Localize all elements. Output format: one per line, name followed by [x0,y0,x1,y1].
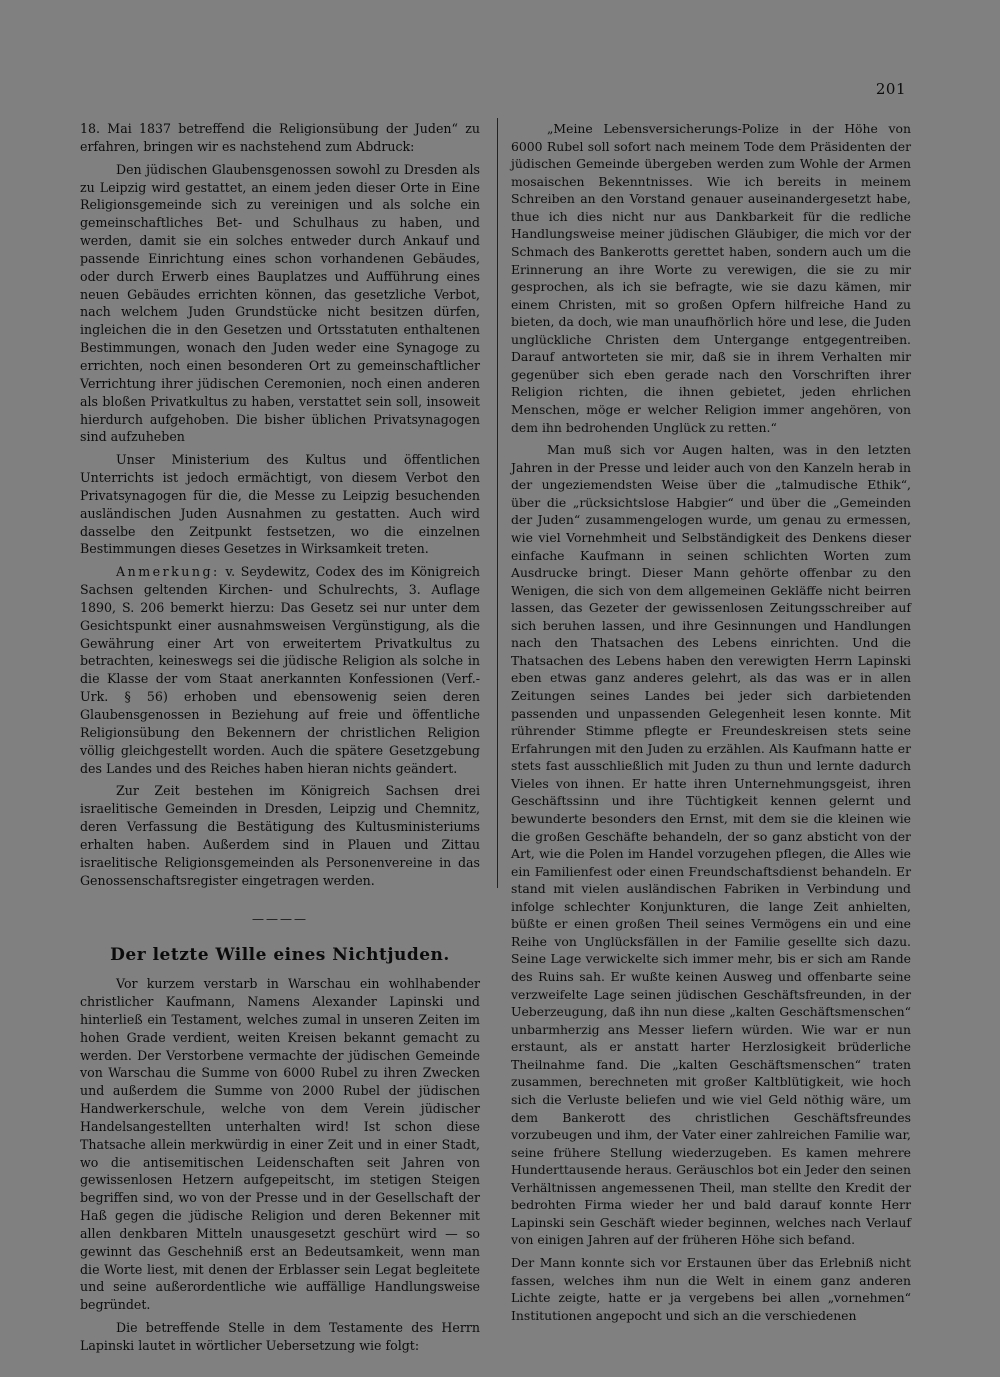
annotation-label: Anmerkung: [116,564,220,580]
left-column [80,120,480,1355]
annotation-text: v. Seydewitz, Codex des im Königreich Sachsen geltenden Kirchen- und Schulrechts, 3. Auflage 1890, S. 206 bemerkt hierzu: Das Gesetz sei nur unter dem Gesichtspunkt einer ausnahmsweisen Vergünstigung, als die Gewährung einer Art von erweitertem Privatkultus zu betrachten, keineswegs sei die jüdische Religion als solche in die Klasse der vom Staat anerkannten Konfessionen (Verf.-Urk. § 56) erhoben und ebensowenig seien deren Glaubensgenossen in Beziehung auf freie und öffentliche Religionsübung den Bekennern der christlichen Religion völlig gleichgestellt worden. Auch die spätere Gesetzgebung des Landes und des Reiches haben hieran nichts geändert. [80,564,480,776]
article-paragraph-2: Die betreffende Stelle in dem Testamente des Herrn Lapinski lautet in wörtlicher Uebersetzung wie folgt: [80,1320,480,1353]
right-column [511,120,911,1324]
testament-quote: „Meine Lebensversicherungs-Polize in der Höhe von 6000 Rubel soll sofort nach meinem Tode dem Präsidenten der jüdischen Gemeinde übergeben werden zum Wohle der Armen mosaischen Bekenntnisses. Wie ich bereits in meinem Schreiben an den Vorstand genauer auseinandergesetzt habe, thue ich dies nicht nur aus Dankbarkeit für die redliche Handlungsweise meiner jüdischen Gläubiger, die mich vor der Schmach des Bankerotts gerettet haben, sondern auch um die Erinnerung an ihre Worte zu verewigen, die sie zu mir gesprochen, als ich sie befragte, wie sie dazu kämen, mir einem Christen, mit so großen Opfern hilfreiche Hand zu bieten, da doch, wie man unaufhörlich höre und lese, die Juden unglückliche Christen dem Untergange entgegentreiben. Darauf antworteten sie mir, daß sie in ihrem Verhalten mir gegenüber sich eben gerade nach den Vorschriften ihrer Religion richten, die ihnen gebietet, jeden ehrlichen Menschen, möge er welcher Religion immer angehören, von dem ihn bedrohenden Unglück zu retten.“ [511,121,911,435]
page-number: 201 [875,80,906,98]
article-paragraph-1: Vor kurzem verstarb in Warschau ein wohlhabender christlicher Kaufmann, Namens Alexander Lapinski und hinterließ ein Testament, welches zumal in unseren Zeiten im hohen Grade verdient, weiten Kreisen bekannt gemacht zu werden. Der Verstorbene vermachte der jüdischen Gemeinde von Warschau die Summe von 6000 Rubel zu ihren Zwecken und außerdem die Summe von 2000 Rubel der jüdischen Handwerkerschule, welche von dem Verein jüdischer Handelsangestellten unterhalten wird! Ist schon diese Thatsache allein merkwürdig in einer Zeit und in einer Stadt, wo die antisemitischen Leidenschaften seit Jahren von gewissenlosen Hetzern aufgepeitscht, im stetigen Steigen begriffen sind, wo von der Presse und in der Gesellschaft der Haß gegen die jüdische Religion und deren Bekenner mit allen denkbaren Mitteln unausgesetzt geschürt wird — so gewinnt das Geschehniß erst an Bedeutsamkeit, wenn man die Worte liest, mit denen der Erblasser sein Legat begleitete und seine außerordentliche wie auffällige Handlungsweise begründet. [80,976,480,1313]
right-paragraph-2: Der Mann konnte sich vor Erstaunen über das Erlebniß nicht fassen, welches ihm nun die Welt in einem ganz anderen Lichte zeigte, hatte er ja vergebens bei allen „vornehmen“ Institutionen angepocht und sich an die verschiedenen [511,1255,911,1323]
column-divider [497,118,498,888]
current-state-paragraph: Zur Zeit bestehen im Königreich Sachsen drei israelitische Gemeinden in Dresden, Leipzig und Chemnitz, deren Verfassung die Bestätigung des Kultusministeriums erhalten haben. Außerdem sind in Plauen und Zittau israelitische Religionsgemeinden als Personenvereine in das Genossenschaftsregister eingetragen werden. [80,783,480,888]
annotation-paragraph [80,563,480,777]
law-paragraph-2: Unser Ministerium des Kultus und öffentlichen Unterrichts ist jedoch ermächtigt, von diesem Verbot den Privatsynagogen für die, die Messe zu Leipzig besuchenden ausländischen Juden Ausnahmen zu gestatten. Auch wird dasselbe den Zeitpunkt festsetzen, wo die einzelnen Bestimmungen dieses Gesetzes in Wirksamkeit treten. [80,452,480,557]
section-ornament: ———— [252,912,308,927]
right-paragraph-1: Man muß sich vor Augen halten, was in den letzten Jahren in der Presse und leider auch von den Kanzeln herab in der ungeziemendsten Weise über die „talmudische Ethik“, über die „rücksichtslose Habgier“ und über die „Gemeinden der Juden“ zusammengelogen wurde, um genau zu ermessen, wie viel Vornehmheit und Selbständigkeit des Denkens dieser einfache Kaufmann in seinen schlichten Worten zum Ausdrucke bringt. Dieser Mann gehörte offenbar zu den Wenigen, die sich von dem allgemeinen Gekläffe nicht beirren lassen, das Gezeter der gewissenlosen Zeitungsschreiber auf sich beruhen lassen, und ihre Gesinnungen und Handlungen nach den Thatsachen des Lebens einrichten. Und die Thatsachen des Lebens haben den verewigten Herrn Lapinski eben etwas ganz anderes gelehrt, als das was er in allen Zeitungen seines Landes bei jeder sich darbietenden passenden und unpassenden Gelegenheit lesen konnte. Mit rührender Stimme pflegte er Freundeskreisen stets seine Erfahrungen mit den Juden zu erzählen. Als Kaufmann hatte er stets fast ausschließlich mit Juden zu thun und lernte dadurch Vieles von ihnen. Er hatte ihren Unternehmungsgeist, ihren Geschäftssinn und ihre Tüchtigkeit kennen gelernt und bewunderte besonders den Ernst, mit dem sie die kleinen wie die großen Geschäfte behandeln, der so ganz absticht von der Art, wie die Polen im Handel vorzugehen pflegen, die Alles wie ein Familienfest oder einen Freundschaftsdienst behandeln. Er stand mit vielen ausländischen Fabriken in Verbindung und infolge schlechter Konjunkturen, die lange Zeit anhielten, büßte er einen großen Theil seines Vermögens ein und eine Reihe von Unglücksfällen in der Familie gesellte sich dazu. Seine Lage verwickelte sich immer mehr, bis er sich am Rande des Ruins sah. Er wußte keinen Ausweg und offenbarte seine verzweifelte Lage seinen jüdischen Geschäftsfreunden, in der Ueberzeugung, daß ihn nun diese „kalten Geschäftsmenschen“ unbarmherzig ans Messer liefern würden. Wie war er nun erstaunt, als er anstatt harter Herzlosigkeit brüderliche Theilnahme fand. Die „kalten Geschäftsmenschen“ traten zusammen, berechneten mit großer Kaltblütigkeit, wie hoch sich die Verluste beliefen und wie viel Geld nöthig wäre, um dem Bankerott des christlichen Geschäftsfreundes vorzubeugen und ihm, der Vater einer zahlreichen Familie war, seine frühere Stellung wiederzugeben. Es kamen mehrere Hunderttausende heraus. Geräuschlos bot ein Jeder den seinen Verhältnissen angemessenen Theil, man stellte den Kredit der bedrohten Firma wieder her und bald darauf konnte Herr Lapinski sein Geschäft wieder beginnen, welches nach Verlauf von einigen Jahren auf der früheren Höhe sich befand. [511,442,911,1248]
law-paragraph-1: Den jüdischen Glaubensgenossen sowohl zu Dresden als zu Leipzig wird gestattet, an einem jeden dieser Orte in Eine Religionsgemeinde sich zu vereinigen und als solche ein gemeinschaftliches Bet- und Schulhaus zu haben, und werden, damit sie ein solches entweder durch Ankauf und passende Einrichtung eines schon vorhandenen Gebäudes, oder durch Erwerb eines Bauplatzes und Aufführung eines neuen Gebäudes errichten können, das gesetzliche Verbot, nach welchem Juden Grundstücke nicht besitzen dürfen, ingleichen die in den Gesetzen und Ortsstatuten enthaltenen Bestimmungen, wonach den Juden weder eine Synagoge zu errichten, noch einen besonderen Ort zu gemeinschaftlicher Verrichtung ihrer jüdischen Ceremonien, noch einen anderen als bloßen Privatkultus zu haben, verstattet sein soll, insoweit hierdurch aufgehoben. Die bisher üblichen Privatsynagogen sind aufzuheben [80,161,480,445]
article-title: Der letzte Wille eines Nichtjuden. [110,945,450,966]
intro-text: 18. Mai 1837 betreffend die Religionsübung der Juden“ zu erfahren, bringen wir es nachstehend zum Abdruck: [80,121,480,154]
